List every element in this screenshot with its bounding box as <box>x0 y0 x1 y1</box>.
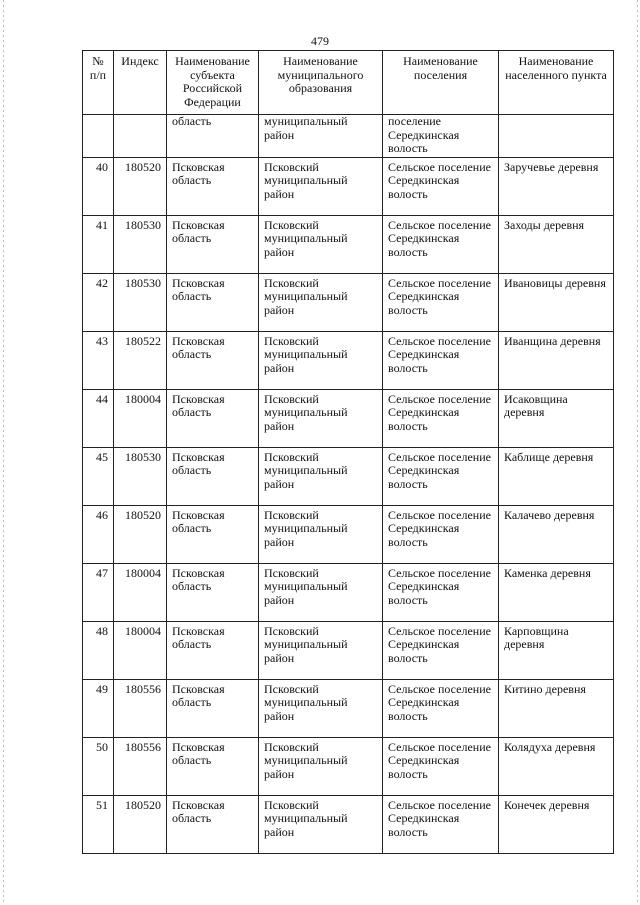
header-municipality: Наименование муниципального образования <box>259 51 383 115</box>
cell-subject: Псковская область <box>167 795 259 853</box>
cell-municipality: Псковский муниципальный район <box>259 447 383 505</box>
header-locality: Наименование населенного пункта <box>499 51 614 115</box>
cell-num: 43 <box>83 331 114 389</box>
cell-subject: Псковская область <box>167 215 259 273</box>
cell-locality: Конечек деревня <box>499 795 614 853</box>
cell-settlement: Сельское поселение Середкинская волость <box>383 737 499 795</box>
cell-settlement: Сельское поселение Середкинская волость <box>383 679 499 737</box>
table-row <box>83 737 614 795</box>
cell-municipality: Псковский муниципальный район <box>259 331 383 389</box>
page-number: 479 <box>311 34 329 48</box>
table-row <box>83 621 614 679</box>
cell-index: 180522 <box>114 331 167 389</box>
cell-num: 47 <box>83 563 114 621</box>
header-index: Индекс <box>114 51 167 115</box>
table-row <box>83 563 614 621</box>
cell-locality: Калачево деревня <box>499 505 614 563</box>
cell-subject: Псковская область <box>167 621 259 679</box>
cell-num: 49 <box>83 679 114 737</box>
cell-index: 180530 <box>114 447 167 505</box>
cell-municipality: муниципальный район <box>259 115 383 158</box>
cell-index: 180520 <box>114 157 167 215</box>
cell-subject: Псковская область <box>167 737 259 795</box>
cell-subject: Псковская область <box>167 389 259 447</box>
cell-municipality: Псковский муниципальный район <box>259 505 383 563</box>
cell-index: 180004 <box>114 621 167 679</box>
cell-locality: Китино деревня <box>499 679 614 737</box>
header-settlement: Наименование поселения <box>383 51 499 115</box>
cell-subject: Псковская область <box>167 505 259 563</box>
table-row <box>83 447 614 505</box>
cell-num: 45 <box>83 447 114 505</box>
cell-locality: Исаковщина деревня <box>499 389 614 447</box>
cell-municipality: Псковский муниципальный район <box>259 621 383 679</box>
cell-settlement: Сельское поселение Середкинская волость <box>383 157 499 215</box>
cell-municipality: Псковский муниципальный район <box>259 679 383 737</box>
cell-num: 51 <box>83 795 114 853</box>
header-row <box>83 51 614 115</box>
header-subject: Наименование субъекта Российской Федерации <box>167 51 259 115</box>
table-row <box>83 331 614 389</box>
table-row <box>83 157 614 215</box>
cell-num: 41 <box>83 215 114 273</box>
cell-locality: Ивановицы деревня <box>499 273 614 331</box>
table-row <box>83 389 614 447</box>
cell-locality: Заходы деревня <box>499 215 614 273</box>
cell-subject: Псковская область <box>167 447 259 505</box>
cell-index: 180520 <box>114 505 167 563</box>
cell-locality: Иванщина деревня <box>499 331 614 389</box>
cell-index: 180004 <box>114 389 167 447</box>
cell-locality: Карповщина деревня <box>499 621 614 679</box>
cell-municipality: Псковский муниципальный район <box>259 273 383 331</box>
table-row <box>83 795 614 853</box>
cell-settlement: Сельское поселение Середкинская волость <box>383 505 499 563</box>
table-row <box>83 215 614 273</box>
cell-municipality: Псковский муниципальный район <box>259 389 383 447</box>
cell-municipality: Псковский муниципальный район <box>259 157 383 215</box>
cell-subject: Псковская область <box>167 563 259 621</box>
locality-table <box>82 50 614 854</box>
cell-settlement: Сельское поселение Середкинская волость <box>383 215 499 273</box>
cell-municipality: Псковский муниципальный район <box>259 795 383 853</box>
cell-index <box>114 115 167 158</box>
cell-num: 44 <box>83 389 114 447</box>
cell-municipality: Псковский муниципальный район <box>259 737 383 795</box>
cell-subject: Псковская область <box>167 273 259 331</box>
cell-municipality: Псковский муниципальный район <box>259 563 383 621</box>
cell-num: 42 <box>83 273 114 331</box>
cell-index: 180004 <box>114 563 167 621</box>
cell-index: 180556 <box>114 737 167 795</box>
cell-index: 180520 <box>114 795 167 853</box>
scan-edge-right <box>637 0 638 905</box>
cell-num: 50 <box>83 737 114 795</box>
cell-locality: Заручевье деревня <box>499 157 614 215</box>
header-num: № п/п <box>83 51 114 115</box>
cell-locality: Каблище деревня <box>499 447 614 505</box>
cell-locality <box>499 115 614 158</box>
cell-num: 40 <box>83 157 114 215</box>
table-row <box>83 679 614 737</box>
cell-index: 180530 <box>114 215 167 273</box>
scan-edge-left <box>3 0 4 905</box>
cell-subject: Псковская область <box>167 679 259 737</box>
cell-index: 180530 <box>114 273 167 331</box>
cell-locality: Колядуха деревня <box>499 737 614 795</box>
cell-num <box>83 115 114 158</box>
cell-settlement: Сельское поселение Середкинская волость <box>383 621 499 679</box>
table-row <box>83 273 614 331</box>
cell-settlement: Сельское поселение Середкинская волость <box>383 447 499 505</box>
cell-subject: область <box>167 115 259 158</box>
cell-settlement: Сельское поселение Середкинская волость <box>383 389 499 447</box>
cell-subject: Псковская область <box>167 331 259 389</box>
continuation-row <box>83 115 614 158</box>
cell-num: 48 <box>83 621 114 679</box>
cell-settlement: поселение Середкинская волость <box>383 115 499 158</box>
cell-municipality: Псковский муниципальный район <box>259 215 383 273</box>
cell-locality: Каменка деревня <box>499 563 614 621</box>
cell-settlement: Сельское поселение Середкинская волость <box>383 273 499 331</box>
cell-settlement: Сельское поселение Середкинская волость <box>383 331 499 389</box>
cell-num: 46 <box>83 505 114 563</box>
cell-settlement: Сельское поселение Середкинская волость <box>383 563 499 621</box>
cell-subject: Псковская область <box>167 157 259 215</box>
cell-settlement: Сельское поселение Середкинская волость <box>383 795 499 853</box>
cell-index: 180556 <box>114 679 167 737</box>
table-row <box>83 505 614 563</box>
